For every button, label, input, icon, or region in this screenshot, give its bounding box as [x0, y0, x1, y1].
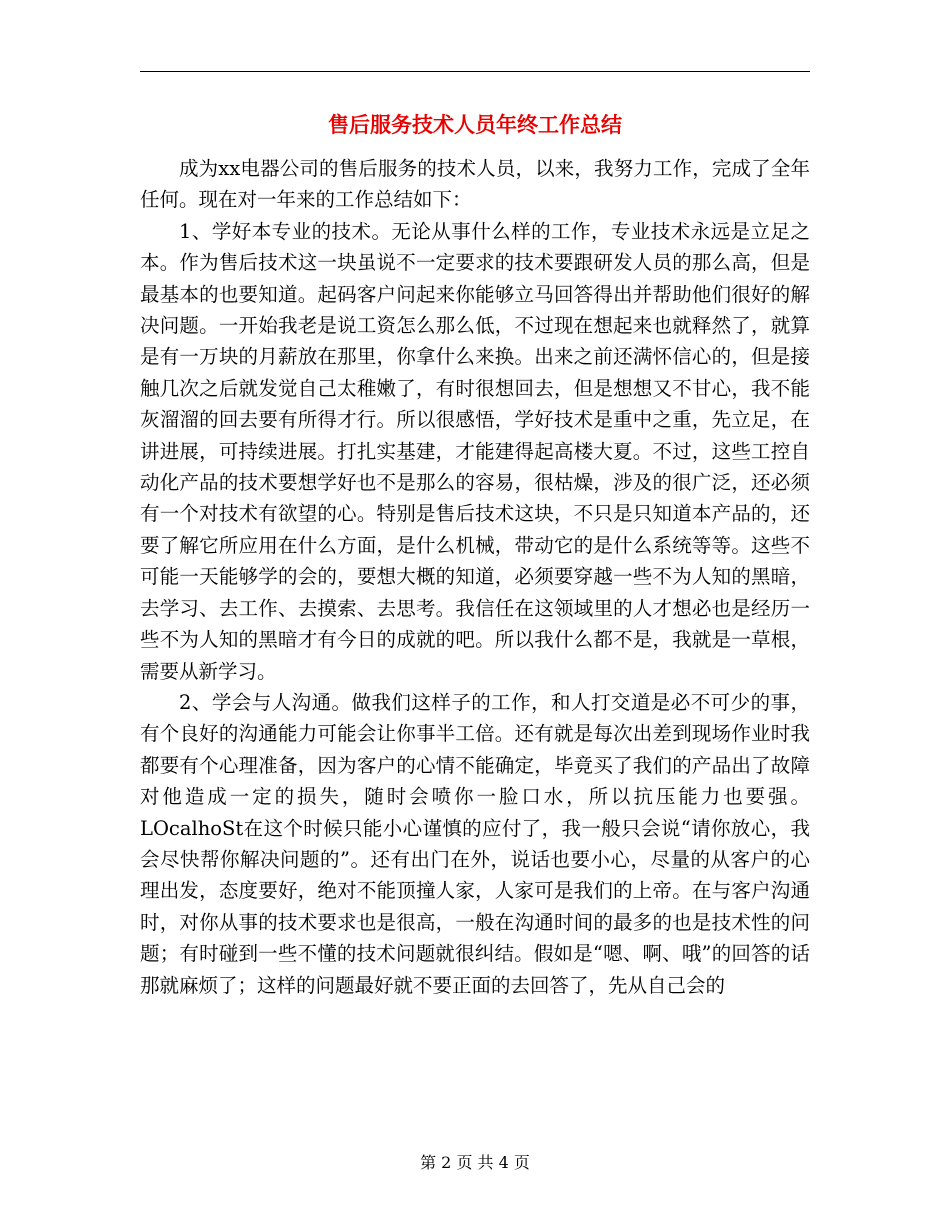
paragraph-technical-skills: 1、学好本专业的技术。无论从事什么样的工作，专业技术永远是立足之本。作为售后技术这一块虽说不一定要求的技术要跟研发人员的那么高，但是最基本的也要知道。起码客户问起来你能够立马回答得出并帮助他们很好的解决问题。一开始我老是说工资怎么那么低，不过现在想起来也就释然了，就算是有一万块的月薪放在那里，你拿什么来换。出来之前还满怀信心的，但是接触几次之后就发觉自己太稚嫩了，有时很想回去，但是想想又不甘心，我不能灰溜溜的回去要有所得才行。所以很感悟，学好技术是重中之重，先立足，在讲进展，可持续进展。打扎实基建，才能建得起高楼大夏。不过，这些工控自动化产品的技术要想学好也不是那么的容易，很枯燥，涉及的很广泛，还必须有一个对技术有欲望的心。特别是售后技术这块，不只是只知道本产品的，还要了解它所应用在什么方面，是什么机械，带动它的是什么系统等等。这些不可能一天能够学的会的，要想大概的知道，必须要穿越一些不为人知的黑暗，去学习、去工作、去摸索、去思考。我信任在这领域里的人才想必也是经历一些不为人知的黑暗才有今日的成就的吧。所以我什么都不是，我就是一草根，需要从新学习。 [140, 219, 810, 683]
paragraph-intro: 成为xx电器公司的售后服务的技术人员，以来，我努力工作，完成了全年任何。现在对一年来的工作总结如下： [140, 157, 810, 212]
document-title: 售后服务技术人员年终工作总结 [328, 112, 622, 137]
paragraph-communication: 2、学会与人沟通。做我们这样子的工作，和人打交道是必不可少的事，有个良好的沟通能力可能会让你事半工倍。还有就是每次出差到现场作业时我都要有个心理准备，因为客户的心情不能确定，毕竟买了我们的产品出了故障对他造成一定的损失，随时会喷你一脸口水，所以抗压能力也要强。LOcalhoSt在这个时候只能小心谨慎的应付了，我一般只会说“请你放心，我会尽快帮你解决问题的”。还有出门在外，说话也要小心，尽量的从客户的心理出发，态度要好，绝对不能顶撞人家，人家可是我们的上帝。在与客户沟通时，对你从事的技术要求也是很高，一般在沟通时间的最多的也是技术性的问题；有时碰到一些不懂的技术问题就很纠结。假如是“嗯、啊、哦”的回答的话那就麻烦了；这样的问题最好就不要正面的去回答了，先从自己会的 [140, 690, 810, 997]
header-rule [140, 71, 810, 72]
document-body [140, 153, 810, 1001]
page-number-footer: 第 2 页 共 4 页 [420, 1153, 530, 1172]
